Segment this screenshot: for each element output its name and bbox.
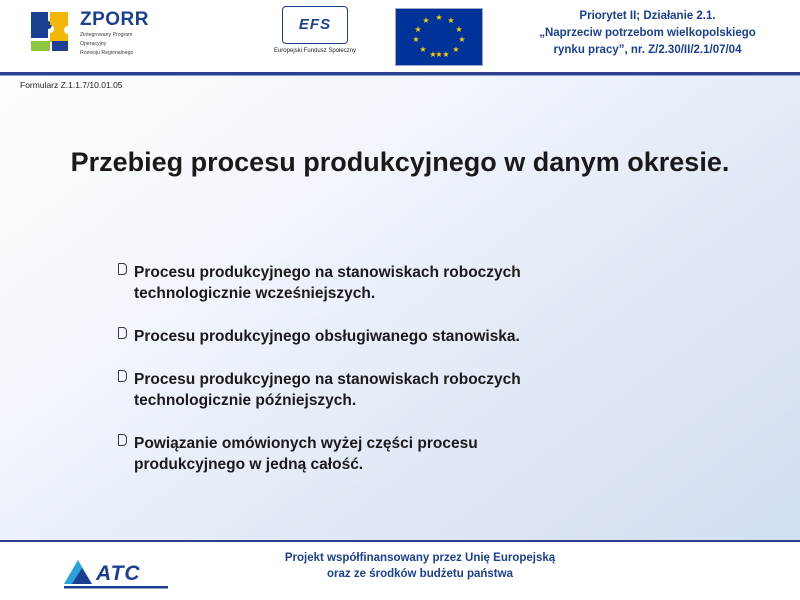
bullet-line-1: Procesu produkcyjnego obsługiwanego stanowiska. [134,328,520,345]
efs-word: EFS [298,16,332,33]
list-item [118,262,683,304]
list-item [118,369,683,411]
bullet-line-2: technologicznie wcześniejszych. [134,285,376,302]
bullet-list [118,262,683,475]
efs-caption: Europejski Fundusz Społeczny [273,48,357,54]
bullet-marker-icon [118,327,127,339]
form-code: Formularz Z.1.1.7/10.01.05 [20,80,123,90]
bullet-marker-icon [118,263,127,275]
zporr-title: ZPORR [80,9,149,30]
bullet-line-1: Powiązanie omówionych wyżej części procesu [134,435,478,452]
zporr-subtitle-line-3: Rozwoju Regionalnego [80,50,134,56]
bullet-line-1: Procesu produkcyjnego na stanowiskach roboczych [134,264,521,281]
bullet-line-2: technologicznie późniejszych. [134,392,357,409]
slide-footer [0,542,800,600]
list-item [118,326,683,347]
zporr-logo [28,8,149,57]
zporr-subtitle-line-2: Operacyjny [80,41,107,47]
bullet-marker-icon [118,370,127,382]
zporr-text-block [80,8,149,57]
european-union-flag-icon: ★ ★ ★ ★ ★ ★ ★ ★ ★ ★ ★ ★ [395,8,483,66]
bullet-marker-icon [118,434,127,446]
header-divider-thin [0,75,800,76]
bullet-line-2: produkcyjnego w jedną całość. [134,456,364,473]
page-title: Przebieg procesu produkcyjnego w danym okresie. [70,147,730,177]
priority-text [505,8,790,59]
zporr-subtitle-line-1: Zintegrowany Program [80,32,133,38]
atc-logo-icon [62,552,172,592]
atc-word: ATC [96,562,141,585]
priority-line-1: Priorytet II; Działanie 2.1. [579,10,716,22]
footer-line-2: oraz ze środków budżetu państwa [327,568,513,580]
puzzle-pieces-icon [28,8,74,54]
slide-header [0,0,800,72]
priority-line-2: „Naprzeciw potrzebom wielkopolskiego [539,27,756,39]
priority-line-3: rynku pracy”, nr. Z/2.30/II/2.1/07/04 [553,44,742,56]
bullet-line-1: Procesu produkcyjnego na stanowiskach roboczych [134,371,521,388]
footer-line-1: Projekt współfinansowany przez Unię Europejską [284,552,556,564]
efs-logo [255,6,375,54]
list-item [118,433,683,475]
footer-text [160,550,680,582]
efs-badge-icon [282,6,348,44]
